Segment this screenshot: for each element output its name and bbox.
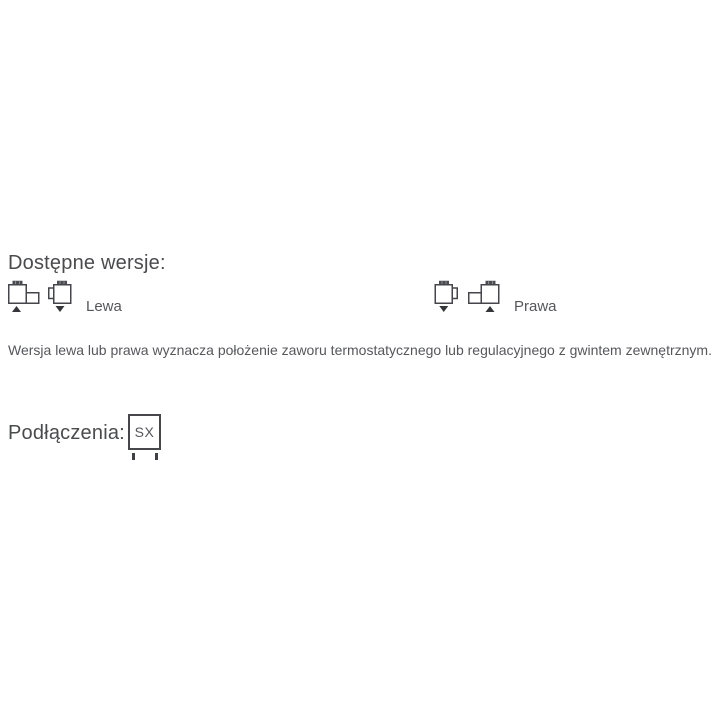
pipe-stub-left-icon	[132, 453, 135, 460]
valve-right-tab-right-flow-down-icon	[434, 280, 458, 313]
version-option-right	[434, 280, 557, 313]
connections-heading: Podłączenia:	[8, 422, 125, 444]
connection-type-label: SX	[134, 424, 155, 440]
version-option-left	[8, 280, 122, 313]
valve-left-outlet-right-flow-up-icon	[8, 280, 40, 313]
available-versions-heading: Dostępne wersje:	[8, 252, 166, 274]
version-label-left: Lewa	[86, 298, 122, 315]
pipe-stub-right-icon	[155, 453, 158, 460]
version-label-right: Prawa	[514, 298, 557, 315]
connection-type-badge	[128, 414, 161, 450]
version-description-text: Wersja lewa lub prawa wyznacza położenie zaworu termostatycznego lub regulacyjnego z gwintem zewnętrznym.	[8, 342, 712, 358]
valve-right-outlet-left-flow-up-icon	[468, 280, 500, 313]
valve-left-tab-left-flow-down-icon	[48, 280, 72, 313]
